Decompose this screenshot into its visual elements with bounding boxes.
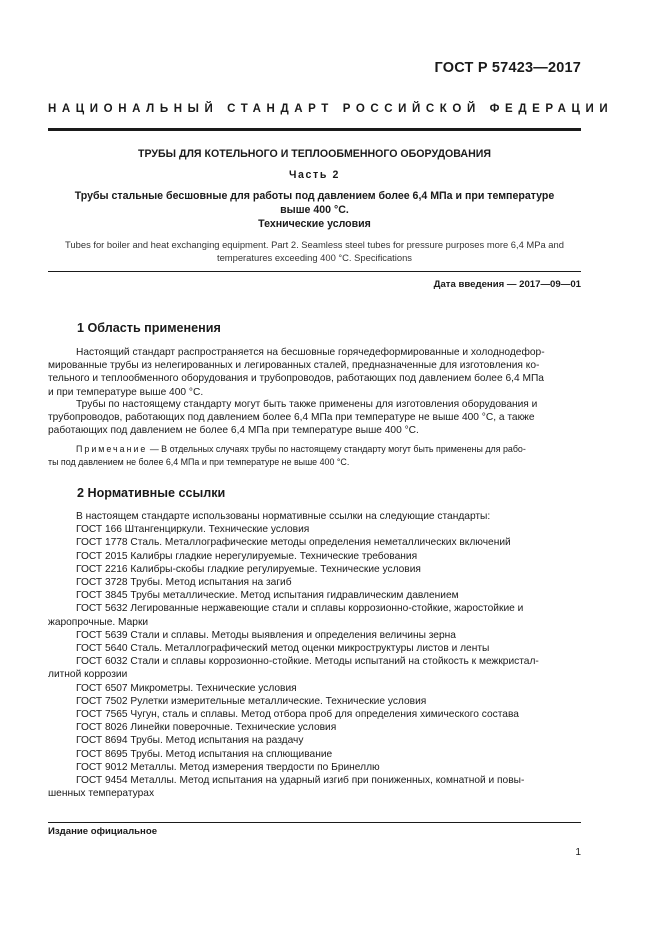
list-item-continuation: литной коррозии [48, 669, 128, 681]
section-1-heading: 1 Область применения [77, 321, 221, 335]
subtitle-line-1: Трубы стальные бесшовные для работы под давлением более 6,4 МПа и при температуре [74, 190, 555, 202]
list-item: ГОСТ 5640 Сталь. Металлографический метод оценки микроструктуры листов и ленты [76, 643, 490, 655]
list-item: ГОСТ 9454 Металлы. Метод испытания на ударный изгиб при пониженных, комнатной и повы- [76, 775, 525, 787]
date-rule [48, 271, 581, 272]
text-line: тельного и теплообменного оборудования и трубопроводов, работающих под давлением более 6,4 МПа [48, 373, 544, 385]
note-line: ты под давлением не более 6,4 МПа и при температуре не выше 400 °C. [48, 456, 350, 467]
text-line: мированные трубы из нелегированных и легированных сталей, предназначенные для изготовления ко- [48, 360, 540, 372]
footer-rule [48, 822, 581, 823]
list-item: ГОСТ 7502 Рулетки измерительные металлические. Технические условия [76, 695, 427, 707]
list-item: ГОСТ 8026 Линейки поверочные. Технические условия [76, 722, 337, 734]
section-1-paragraph-2 [48, 398, 581, 438]
list-item: ГОСТ 7565 Чугун, сталь и сплавы. Метод отбора проб для определения химического состава [76, 709, 519, 721]
note-text: — В отдельных случаях трубы по настоящему стандарту могут быть применены для рабо- [147, 444, 526, 454]
english-title-line-1: Tubes for boiler and heat exchanging equipment. Part 2. Seamless steel tubes for pressure purposes more 6,4 MPa and [65, 239, 564, 250]
english-title [48, 238, 581, 264]
header-rule [48, 128, 581, 131]
list-item: В настоящем стандарте использованы нормативные ссылки на следующие стандарты: [76, 511, 491, 522]
section-1-note [48, 443, 581, 468]
section-2-heading: 2 Нормативные ссылки [77, 486, 226, 500]
list-item: ГОСТ 6032 Стали и сплавы коррозионно-стойкие. Методы испытаний на стойкость к межкристал- [76, 656, 539, 668]
list-item: ГОСТ 9012 Металлы. Метод измерения твердости по Бринеллю [76, 761, 380, 773]
list-item: ГОСТ 2216 Калибры-скобы гладкие регулируемые. Технические условия [76, 563, 421, 575]
normative-references-list [48, 510, 581, 800]
english-title-line-2: temperatures exceeding 400 °C. Specifications [216, 252, 412, 263]
text-line: трубопроводов, работающих под давлением более 6,4 МПа при температуре не выше 400 °C, а также [48, 412, 535, 424]
list-item: ГОСТ 2015 Калибры гладкие нерегулируемые. Технические требования [76, 550, 418, 562]
section-1-paragraph-1 [48, 346, 581, 399]
list-item: ГОСТ 1778 Сталь. Металлографические методы определения неметаллических включений [76, 537, 511, 549]
list-item-continuation: жаропрочные. Марки [48, 616, 149, 628]
list-item: ГОСТ 5639 Стали и сплавы. Методы выявления и определения величины зерна [76, 629, 456, 641]
official-edition-label: Издание официальное [48, 826, 158, 837]
document-subtitle [48, 189, 581, 231]
list-item: ГОСТ 166 Штангенциркули. Технические условия [76, 524, 310, 536]
text-line: и при температуре выше 400 °C. [48, 386, 204, 398]
introduction-date: Дата введения — 2017—09—01 [433, 279, 581, 290]
note-label: Примечание [76, 444, 148, 454]
list-item-continuation: шенных температурах [48, 788, 155, 800]
standard-code: ГОСТ Р 57423—2017 [434, 60, 581, 76]
national-standard-banner: НАЦИОНАЛЬНЫЙ СТАНДАРТ РОССИЙСКОЙ ФЕДЕРАЦИИ [48, 103, 614, 115]
list-item: ГОСТ 3845 Трубы металлические. Метод испытания гидравлическим давлением [76, 590, 459, 602]
subtitle-line-3: Технические условия [258, 218, 371, 230]
note-line [48, 443, 581, 456]
text-line: Трубы по настоящему стандарту могут быть также применены для изготовления оборудования и [76, 399, 538, 410]
text-line: работающих под давлением не более 6,4 МПа при температуре выше 400 °C. [48, 425, 419, 437]
text-line: Настоящий стандарт распространяется на бесшовные горячедеформированные и холоднодефор- [76, 347, 545, 358]
list-item: ГОСТ 5632 Легированные нержавеющие стали и сплавы коррозионно-стойкие, жаростойкие и [76, 603, 524, 615]
page-number: 1 [575, 847, 581, 858]
part-number: Часть 2 [289, 169, 340, 181]
list-item: ГОСТ 6507 Микрометры. Технические условия [76, 682, 297, 694]
list-item: ГОСТ 8694 Трубы. Метод испытания на раздачу [76, 735, 304, 747]
subtitle-line-2: выше 400 °C. [280, 204, 349, 216]
list-item: ГОСТ 3728 Трубы. Метод испытания на загиб [76, 577, 292, 589]
document-title: ТРУБЫ ДЛЯ КОТЕЛЬНОГО И ТЕПЛООБМЕННОГО ОБОРУДОВАНИЯ [138, 148, 491, 160]
list-item: ГОСТ 8695 Трубы. Метод испытания на сплющивание [76, 748, 333, 760]
